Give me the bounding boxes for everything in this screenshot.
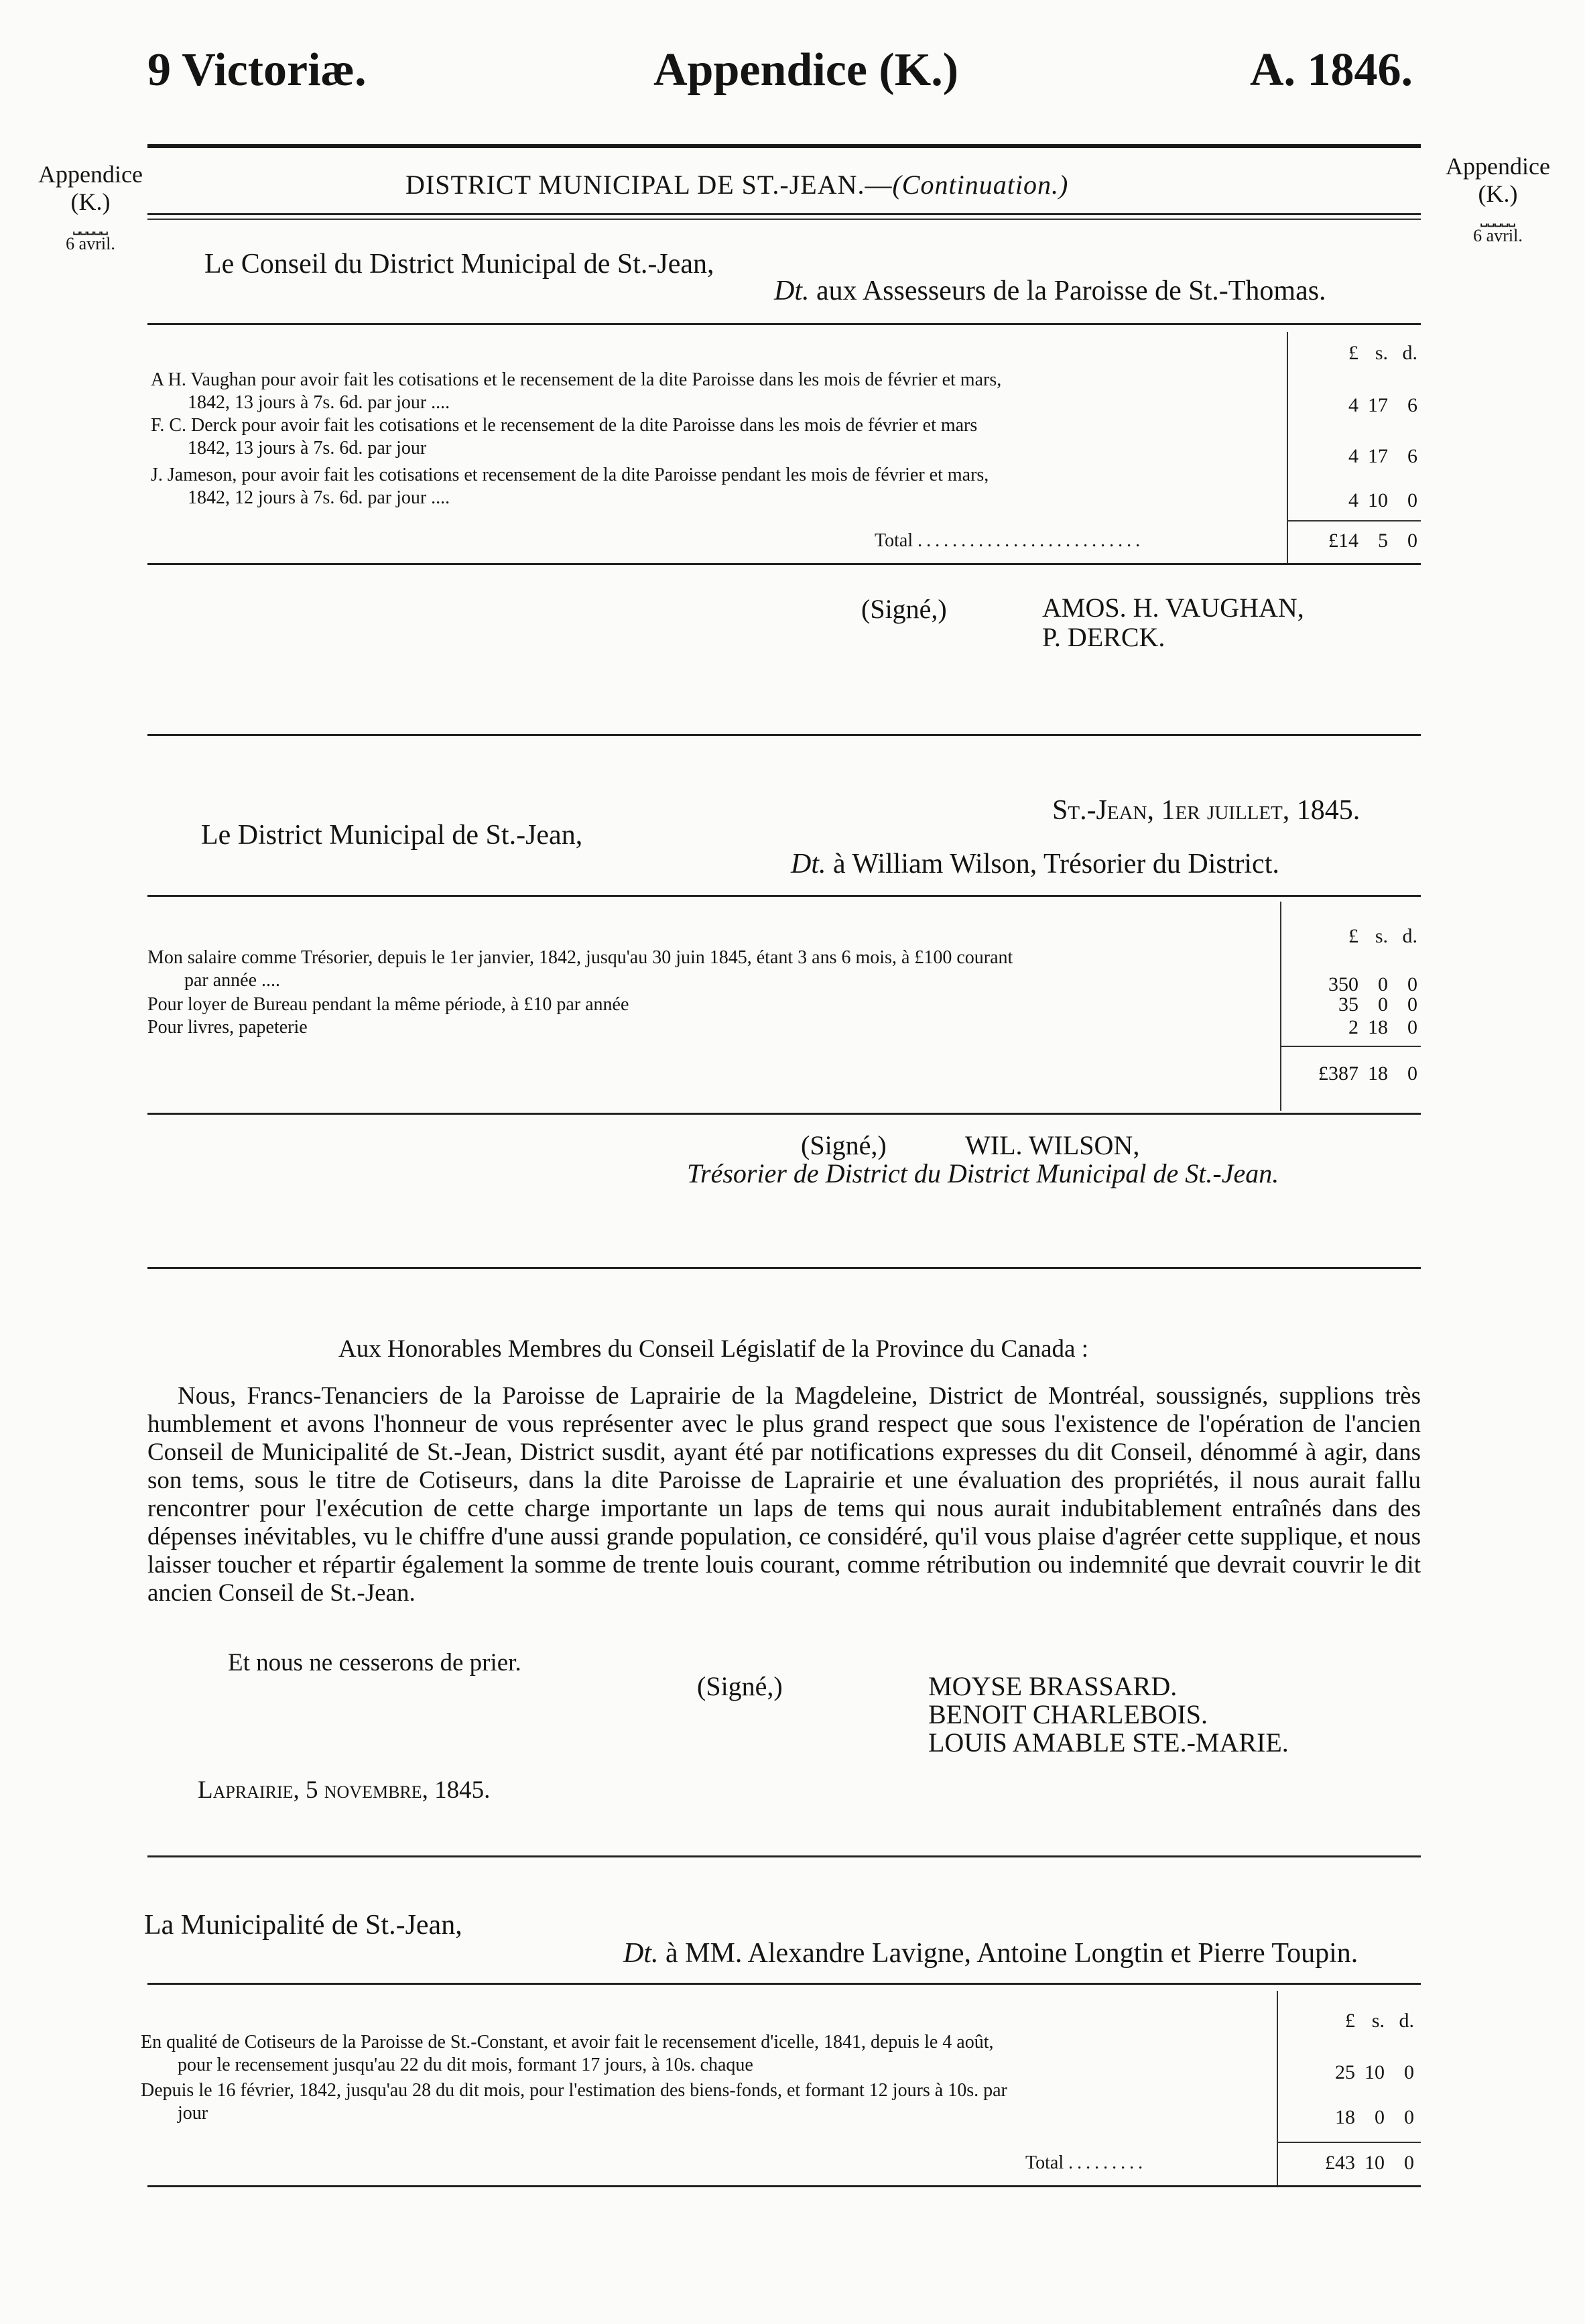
acct2-rule-top xyxy=(147,895,1421,897)
acct3-entry-2-line1: Depuis le 16 février, 1842, jusqu'au 28 du dit mois, pour l'estimation des biens-fonds, et formant 12 jours à 10s. par xyxy=(141,2080,1007,2101)
acct2-amount-1: 350 0 0 xyxy=(1328,973,1417,995)
margin-right xyxy=(1428,153,1568,246)
header-right: A. 1846. xyxy=(1250,44,1413,96)
petition-body: Nous, Francs-Tenanciers de la Paroisse de Laprairie de la Magdeleine, District de Montréal, soussignés, supplions très humblement et avons l'honneur de vous représenter avec le plus grand respect que sous l'existence de l'opération de l'ancien Conseil de Municipalité de St.-Jean, District susdit, ayant été par notifications expresses du dit Conseil, dénommé à agir, dans son tems, sous le titre de Cotiseurs, dans la dite Paroisse de Laprairie et une évaluation des propriétés, il nous aurait fallu rencontrer pour l'exécution de cette charge importante un laps de tems qui nous aurait indubitablement entraînés dans des dépenses inévitables, vu le chiffre d'une aussi grande population, ce considéré, qu'il vous plaise d'agréer cette supplique, et nous laisser toucher et répartir également la somme de trente louis courant, comme rétribution ou indemnité que devrait couvrir le dit ancien Conseil de St.-Jean. xyxy=(147,1382,1421,1607)
acct1-dt: Dt. xyxy=(774,276,810,306)
acct2-entry-2 xyxy=(147,993,1277,1016)
acct3-head-pence: d. xyxy=(1399,2010,1414,2032)
margin-left-label: Appendice xyxy=(38,161,143,188)
acct3-rule-bottom xyxy=(147,2185,1421,2187)
acct1-signatory-2: P. DERCK. xyxy=(1042,622,1165,652)
acct3-amount-1: 25 10 0 xyxy=(1335,2061,1414,2083)
acct2-entry-1-line1: Mon salaire comme Trésorier, depuis le 1er janvier, 1842, jusqu'au 30 juin 1845, étant 3 ans 6 mois, à £100 courant xyxy=(147,947,1013,968)
acct1-total-rule xyxy=(1287,520,1421,522)
acct1-col-heads xyxy=(1290,342,1417,365)
acct1-creditor: aux Assesseurs de la Paroisse de St.-Thomas. xyxy=(816,276,1326,306)
acct2-signed: (Signé,) xyxy=(801,1130,887,1160)
acct2-head-shilling: s. xyxy=(1375,925,1388,947)
acct2-entry-2-line1: Pour loyer de Bureau pendant la même période, à £10 par année xyxy=(147,994,629,1015)
acct3-debtor: La Municipalité de St.-Jean, xyxy=(144,1910,462,1941)
margin-right-label: Appendice xyxy=(1446,153,1550,180)
acct3-col-heads xyxy=(1280,2010,1414,2032)
acct1-money-divider xyxy=(1287,332,1288,563)
sep-rule-3 xyxy=(147,1855,1421,1857)
acct1-total-label: Total .......................... xyxy=(875,530,1145,551)
acct3-entry-1-line2: pour le recensement jusqu'au 22 du dit mois, formant 17 jours, à 10s. chaque xyxy=(178,2055,753,2075)
petition-closing: Et nous ne cesserons de prier. xyxy=(228,1649,521,1676)
petition-signatories xyxy=(928,1672,1289,1757)
acct2-entry-3-line1: Pour livres, papeterie xyxy=(147,1017,308,1038)
acct1-creditor-line xyxy=(774,275,1326,307)
acct1-rule-top xyxy=(147,323,1421,325)
margin-left xyxy=(27,161,154,254)
acct2-money-divider xyxy=(1280,902,1281,1111)
margin-left-brace: ⎵⎵⎵⎵⎵ xyxy=(72,215,108,235)
acct1-entry-2-line1: F. C. Derck pour avoir fait les cotisations et le recensement de la dite Paroisse dans les mois de février et mars xyxy=(151,415,978,436)
acct3-entry-2-line2: jour xyxy=(178,2103,208,2124)
margin-right-sub: (K.) xyxy=(1478,180,1518,208)
petition-address: Aux Honorables Membres du Conseil Législatif de la Province du Canada : xyxy=(338,1335,1088,1363)
acct2-creditor: à William Wilson, Trésorier du District. xyxy=(833,849,1279,879)
section-title-main: DISTRICT MUNICIPAL DE ST.-JEAN.— xyxy=(405,170,893,200)
petition-signatory-3: LOUIS AMABLE STE.-MARIE. xyxy=(928,1727,1289,1758)
acct2-dt: Dt. xyxy=(791,849,826,879)
petition-place-date: Laprairie, 5 novembre, 1845. xyxy=(198,1776,491,1804)
section-title xyxy=(405,169,1068,200)
acct2-creditor-line xyxy=(791,848,1279,880)
acct1-entry-2-line2: 1842, 13 jours à 7s. 6d. par jour xyxy=(188,438,427,458)
section-title-cont: (Continuation.) xyxy=(892,170,1069,200)
acct1-entry-1-line1: A H. Vaughan pour avoir fait les cotisations et le recensement de la dite Paroisse dans les mois de février et mars, xyxy=(151,369,1002,390)
section-rule-1 xyxy=(147,213,1421,215)
acct1-amount-3: 4 10 0 xyxy=(1348,489,1417,511)
acct3-head-pound: £ xyxy=(1345,2010,1355,2032)
acct3-total: £43 10 0 xyxy=(1325,2152,1414,2174)
acct1-signed: (Signé,) xyxy=(861,594,947,624)
acct1-entry-3 xyxy=(151,464,1283,509)
acct2-entry-1 xyxy=(147,946,1277,992)
acct1-entry-1-line2: 1842, 13 jours à 7s. 6d. par jour .... xyxy=(188,392,450,413)
margin-right-date: 6 avril. xyxy=(1473,225,1523,245)
acct1-amount-1: 4 17 6 xyxy=(1348,394,1417,416)
acct3-total-label: Total ......... xyxy=(1025,2152,1147,2173)
acct1-debtor: Le Conseil du District Municipal de St.-Jean, xyxy=(204,249,714,280)
acct1-signatory-1: AMOS. H. VAUGHAN, xyxy=(1042,593,1304,623)
acct2-total-rule xyxy=(1280,1046,1421,1047)
petition-signatory-1: MOYSE BRASSARD. xyxy=(928,1671,1178,1701)
header-center: Appendice (K.) xyxy=(653,44,958,96)
acct3-creditor: à MM. Alexandre Lavigne, Antoine Longtin et Pierre Toupin. xyxy=(665,1938,1358,1969)
acct3-total-rule xyxy=(1277,2142,1421,2143)
acct3-entry-1-line1: En qualité de Cotiseurs de la Paroisse de St.-Constant, et avoir fait le recensement d'icelle, 1841, depuis le 4 août, xyxy=(141,2032,994,2053)
acct2-signatory: WIL. WILSON, xyxy=(965,1130,1140,1160)
acct2-place-date: St.-Jean, 1er juillet, 1845. xyxy=(1052,795,1360,826)
acct1-entry-1 xyxy=(151,369,1283,414)
acct1-entry-2 xyxy=(151,414,1283,460)
acct2-head-pound: £ xyxy=(1348,925,1358,947)
acct2-amount-3: 2 18 0 xyxy=(1348,1016,1417,1038)
acct3-entry-1 xyxy=(141,2031,1273,2077)
section-rule-2 xyxy=(147,219,1421,220)
acct1-rule-bottom xyxy=(147,563,1421,565)
petition-signatory-2: BENOIT CHARLEBOIS. xyxy=(928,1699,1208,1729)
acct3-money-divider xyxy=(1277,1991,1278,2185)
acct2-amount-2: 35 0 0 xyxy=(1338,993,1417,1016)
acct2-entry-1-line2: par année .... xyxy=(184,970,281,991)
acct2-head-pence: d. xyxy=(1402,925,1417,947)
acct3-rule-top xyxy=(147,1983,1421,1985)
acct2-total: £387 18 0 xyxy=(1318,1062,1417,1085)
acct1-amount-2: 4 17 6 xyxy=(1348,445,1417,467)
acct3-amount-2: 18 0 0 xyxy=(1335,2106,1414,2128)
acct3-dt: Dt. xyxy=(623,1938,659,1969)
acct1-head-shilling: s. xyxy=(1375,342,1388,364)
acct3-entry-2 xyxy=(141,2079,1273,2125)
header-rule xyxy=(147,144,1421,148)
acct1-head-pound: £ xyxy=(1348,342,1358,364)
acct2-entry-3 xyxy=(147,1016,1277,1039)
acct2-rule-bottom xyxy=(147,1113,1421,1115)
header-left: 9 Victoriæ. xyxy=(147,44,367,96)
margin-left-sub: (K.) xyxy=(70,188,111,216)
acct1-entry-3-line2: 1842, 12 jours à 7s. 6d. par jour .... xyxy=(188,487,450,508)
acct2-col-heads xyxy=(1283,925,1417,948)
acct1-head-pence: d. xyxy=(1402,342,1417,364)
acct2-signatory-title: Trésorier de District du District Municipal de St.-Jean. xyxy=(687,1158,1279,1188)
acct3-head-shilling: s. xyxy=(1371,2010,1385,2032)
margin-left-date: 6 avril. xyxy=(66,233,115,253)
sep-rule-2 xyxy=(147,1267,1421,1269)
petition-signed: (Signé,) xyxy=(697,1671,783,1701)
acct1-total: £14 5 0 xyxy=(1328,530,1417,552)
acct1-signatories xyxy=(1042,593,1304,652)
margin-right-brace: ⎵⎵⎵⎵⎵ xyxy=(1480,206,1515,227)
acct1-entry-3-line1: J. Jameson, pour avoir fait les cotisations et recensement de la dite Paroisse pendant les mois de février et mars, xyxy=(151,465,989,485)
acct2-debtor: Le District Municipal de St.-Jean, xyxy=(201,820,583,851)
sep-rule-1 xyxy=(147,734,1421,736)
acct3-creditor-line xyxy=(623,1937,1358,1969)
